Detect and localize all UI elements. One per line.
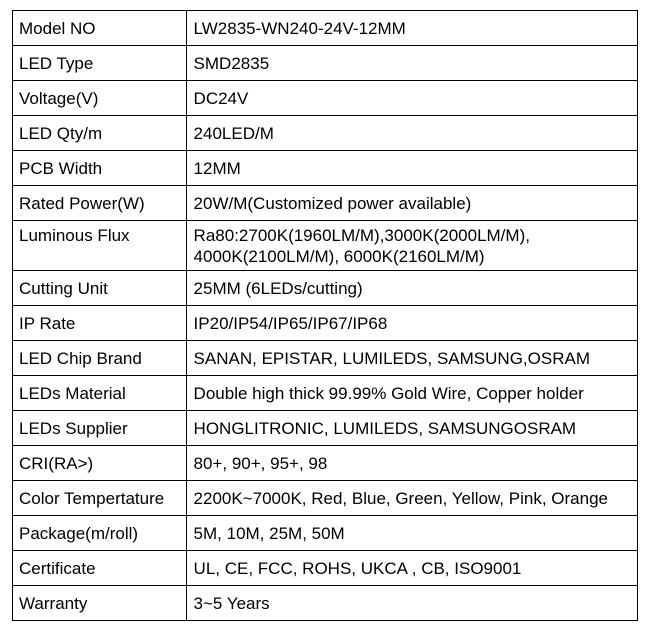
table-row — [13, 481, 638, 516]
row-value: 5M, 10M, 25M, 50M — [186, 516, 637, 551]
table-row — [13, 551, 638, 586]
table-row — [13, 271, 638, 306]
table-row — [13, 186, 638, 221]
table-row — [13, 116, 638, 151]
table-row — [13, 446, 638, 481]
row-value: 12MM — [186, 151, 637, 186]
table-row — [13, 81, 638, 116]
row-value: UL, CE, FCC, ROHS, UKCA , CB, ISO9001 — [186, 551, 637, 586]
table-row — [13, 586, 638, 621]
row-value: 240LED/M — [186, 116, 637, 151]
row-value: 2200K~7000K, Red, Blue, Green, Yellow, Pink, Orange — [186, 481, 637, 516]
table-row — [13, 411, 638, 446]
row-value: IP20/IP54/IP65/IP67/IP68 — [186, 306, 637, 341]
row-label: Warranty — [13, 586, 187, 621]
row-label: LED Qty/m — [13, 116, 187, 151]
row-value: 20W/M(Customized power available) — [186, 186, 637, 221]
table-row — [13, 46, 638, 81]
row-label: Voltage(V) — [13, 81, 187, 116]
row-value: 3~5 Years — [186, 586, 637, 621]
row-label: LED Type — [13, 46, 187, 81]
row-label: Cutting Unit — [13, 271, 187, 306]
row-value: SMD2835 — [186, 46, 637, 81]
row-value: 80+, 90+, 95+, 98 — [186, 446, 637, 481]
table-row — [13, 341, 638, 376]
row-label: Rated Power(W) — [13, 186, 187, 221]
table-row — [13, 11, 638, 46]
row-label: PCB Width — [13, 151, 187, 186]
row-label: Color Tempertature — [13, 481, 187, 516]
table-row — [13, 516, 638, 551]
row-label: LED Chip Brand — [13, 341, 187, 376]
row-value: Double high thick 99.99% Gold Wire, Copper holder — [186, 376, 637, 411]
row-label: LEDs Material — [13, 376, 187, 411]
row-label: Model NO — [13, 11, 187, 46]
row-label: LEDs Supplier — [13, 411, 187, 446]
table-row — [13, 376, 638, 411]
row-value: LW2835-WN240-24V-12MM — [186, 11, 637, 46]
row-label: IP Rate — [13, 306, 187, 341]
spec-table — [12, 10, 638, 621]
row-label: Package(m/roll) — [13, 516, 187, 551]
table-row — [13, 306, 638, 341]
row-label: Certificate — [13, 551, 187, 586]
row-label: CRI(RA>) — [13, 446, 187, 481]
row-value: 25MM (6LEDs/cutting) — [186, 271, 637, 306]
row-label: Luminous Flux — [13, 221, 187, 271]
row-value: HONGLITRONIC, LUMILEDS, SAMSUNGOSRAM — [186, 411, 637, 446]
row-value: SANAN, EPISTAR, LUMILEDS, SAMSUNG,OSRAM — [186, 341, 637, 376]
row-value: DC24V — [186, 81, 637, 116]
table-row — [13, 151, 638, 186]
table-row — [13, 221, 638, 271]
row-value: Ra80:2700K(1960LM/M),3000K(2000LM/M), 4000K(2100LM/M), 6000K(2160LM/M) — [186, 221, 637, 271]
